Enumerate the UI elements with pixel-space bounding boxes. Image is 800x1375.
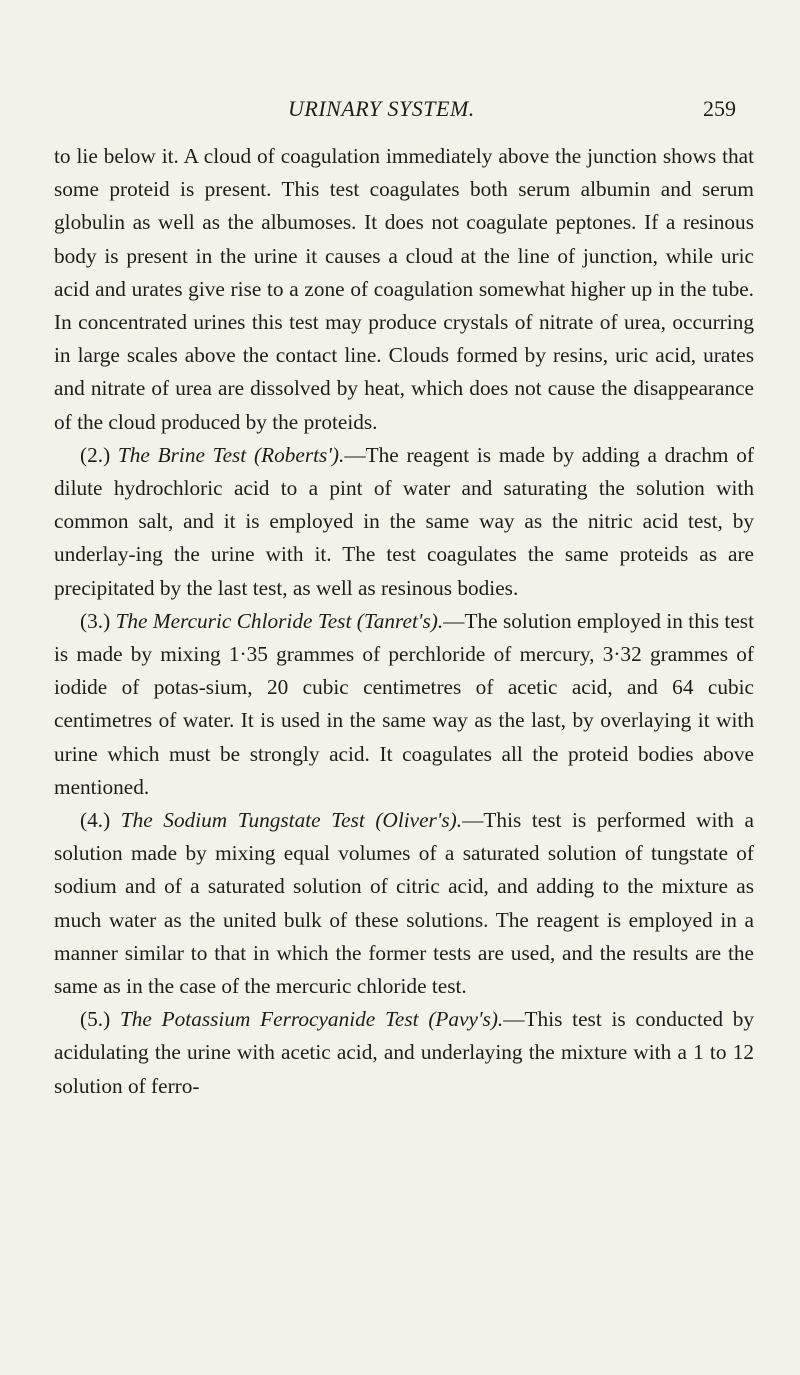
section-attribution: (Oliver's). [375, 808, 463, 833]
page-number: 259 [703, 96, 736, 121]
section-potassium-ferrocyanide-test [54, 1003, 754, 1103]
section-brine-test [54, 439, 754, 605]
continuation-paragraph: to lie below it. A cloud of coagulation immediately above the junction shows that some proteid is present. This test coagulates both serum albumin and serum globulin as well as the albumoses. It does not coagulate peptones. If a resinous body is present in the urine it causes a cloud at the line of junction, while uric acid and urates give rise to a zone of coagulation somewhat higher up in the tube. In concentrated urines this test may produce crystals of nitrate of urea, occurring in large scales above the contact line. Clouds formed by resins, uric acid, urates and nitrate of urea are dissolved by heat, which does not cause the disappearance of the cloud produced by the proteids. [54, 144, 754, 434]
section-attribution: (Tanret's). [356, 608, 444, 633]
section-title: The Sodium Tungstate Test [120, 808, 365, 833]
section-text: —The reagent is made by adding a drachm of dilute hydrochloric acid to a pint of water and saturating the solution with common salt, and it is employed in the same way as the nitric acid test, by underlay-ing the urine with it. The test coagulates the same proteids as are precipitated by the last test, as well as resinous bodies. [54, 442, 754, 600]
section-mercuric-chloride-test [54, 605, 754, 804]
section-number: (4.) [80, 808, 111, 833]
section-attribution: (Roberts'). [253, 442, 345, 467]
section-number: (3.) [80, 608, 111, 633]
section-text: —This test is performed with a solution made by mixing equal volumes of a saturated solution of tungstate of sodium and of a saturated solution of citric acid, and adding to the mixture as much water as the united bulk of these solutions. The reagent is employed in a manner similar to that in which the former tests are used, and the results are the same as in the case of the mercuric chloride test. [54, 808, 754, 999]
running-title: URINARY SYSTEM. [288, 96, 475, 121]
page-header [0, 96, 800, 126]
section-number: (2.) [80, 442, 111, 467]
section-title: The Mercuric Chloride Test [115, 608, 352, 633]
section-sodium-tungstate-test [54, 804, 754, 1003]
page-body [54, 140, 754, 1103]
section-title: The Potassium Ferrocyanide Test [119, 1007, 419, 1032]
section-attribution: (Pavy's). [428, 1007, 504, 1032]
section-title: The Brine Test [117, 442, 247, 467]
section-text: —The solution employed in this test is made by mixing 1·35 grammes of perchloride of mercury, 3·32 grammes of iodide of potas-sium, 20 cubic centimetres of acetic acid, and 64 cubic centimetres of water. It is used in the same way as the last, by overlaying it with urine which must be strongly acid. It coagulates all the proteid bodies above mentioned. [54, 608, 755, 799]
section-number: (5.) [80, 1007, 111, 1032]
section-text: —This test is conducted by acidulating the urine with acetic acid, and underlaying the mixture with a 1 to 12 solution of ferro- [54, 1007, 755, 1098]
